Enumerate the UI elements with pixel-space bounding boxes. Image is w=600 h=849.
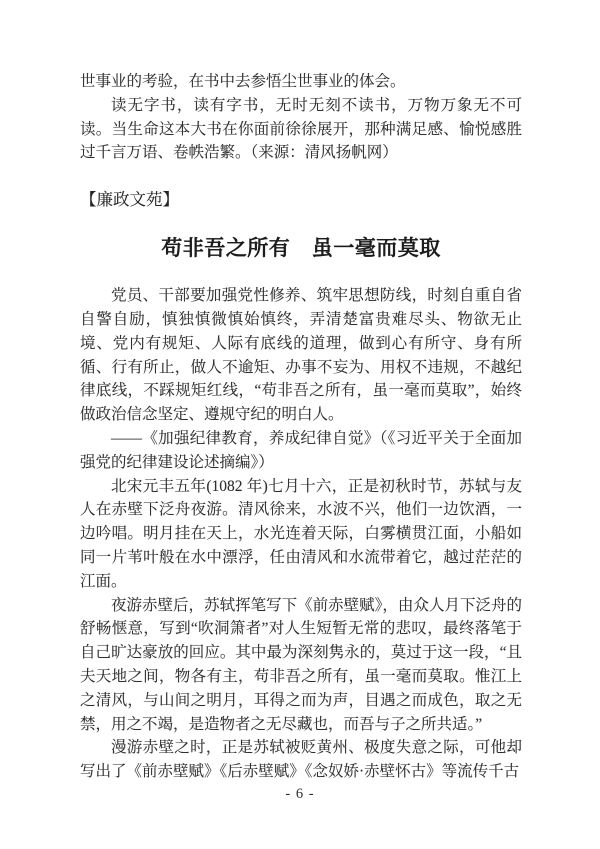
body-paragraph-4: 夜游赤壁后，苏轼挥笔写下《前赤壁赋》，由众人月下泛舟的舒畅惬意，写到“吹洞箫者”对人生短暂无常的悲叹，最终落笔于自己旷达豪放的回应。其中最为深刻隽永的，莫过于这一段，“且夫天地之间，物各有主，苟非吾之所有，虽一毫而莫取。惟江上之清风，与山间之明月，耳得之而为声，目遇之而成色，取之无禁，用之不竭，是造物者之无尽藏也，而吾与子之所共适。” xyxy=(80,596,522,733)
body-paragraph-2-citation: ——《加强纪律教育，养成纪律自觉》（《习近平关于全面加强党的纪律建设论述摘编》） xyxy=(80,429,522,471)
paragraph-continuation: 世事业的考验，在书中去参悟尘世事业的体会。 xyxy=(80,73,406,90)
page-number: - 6 - xyxy=(285,786,315,802)
section-header: 【廉政文苑】 xyxy=(80,190,179,210)
body-paragraph-3: 北宋元丰五年(1082 年)七月十六，正是初秋时节，苏轼与友人在赤壁下泛舟夜游。清风徐来，水波不兴，他们一边饮酒，一边吟唱。明月挂在天上，水光连着天际，白雾横贯江面，小船如同一片苇叶般在水中漂浮，任由清风和水流带着它，越过茫茫的江面。 xyxy=(80,477,522,590)
body-paragraph-5: 漫游赤壁之时，正是苏轼被贬黄州、极度失意之际，可他却写出了《前赤壁赋》《后赤壁赋》《念奴娇·赤壁怀古》等流传千古 xyxy=(80,739,522,781)
body-paragraph-1: 党员、干部要加强党性修养、筑牢思想防线，时刻自重自省自警自励，慎独慎微慎始慎终，弄清楚富贵难尽头、物欲无止境、党内有规矩、人际有底线的道理，做到心有所守、身有所循、行有所止，做人不逾矩、办事不妄为、用权不违规，不越纪律底线，不踩规矩红线，“苟非吾之所有，虽一毫而莫取”，始终做政治信念坚定、遵规守纪的明白人。 xyxy=(80,287,522,424)
page-body xyxy=(80,70,522,784)
article-title: 苟非吾之所有 虽一毫而莫取 xyxy=(161,236,441,261)
paragraph-reading: 读无字书，读有字书，无时无刻不读书，万物万象无不可读。当生命这本大书在你面前徐徐展开，那种满足感、愉悦感胜过千言万语、卷帙浩繁。（来源：清风扬帆网） xyxy=(80,96,522,162)
